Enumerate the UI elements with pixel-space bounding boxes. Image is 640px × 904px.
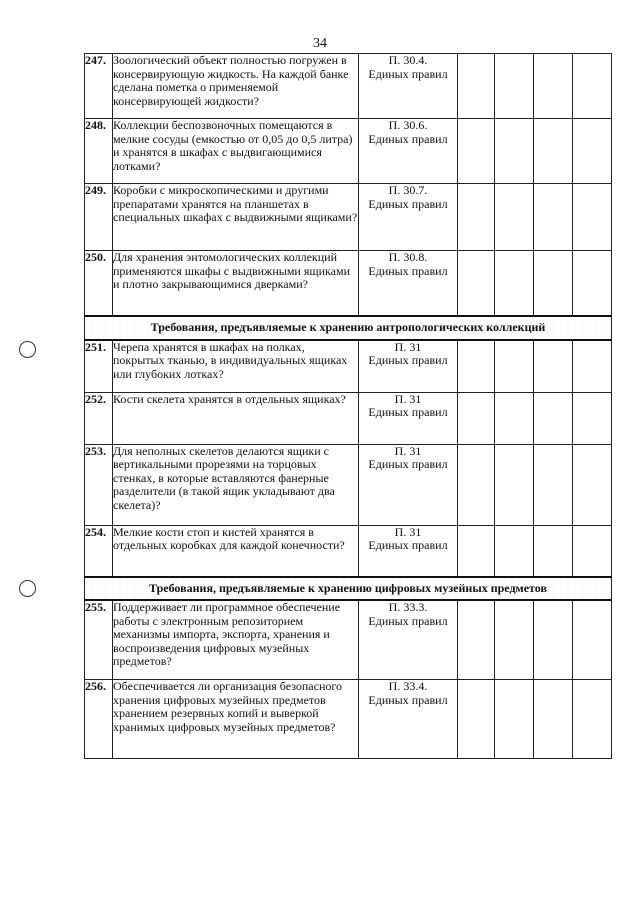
answer-cell[interactable] [534, 54, 573, 119]
table-row [85, 119, 612, 184]
answer-cell[interactable] [458, 340, 495, 393]
answer-cell[interactable] [534, 680, 573, 759]
answer-cell[interactable] [495, 444, 534, 525]
item-number: 256. [85, 680, 113, 759]
punch-hole [19, 341, 36, 358]
answer-cell[interactable] [495, 600, 534, 680]
table-row [85, 340, 612, 393]
answer-cell[interactable] [495, 54, 534, 119]
answer-cell[interactable] [573, 184, 612, 251]
item-number: 248. [85, 119, 113, 184]
answer-cell[interactable] [495, 119, 534, 184]
rule-reference: П. 33.3. Единых правил [359, 600, 458, 680]
answer-cell[interactable] [495, 392, 534, 444]
table-row [85, 54, 612, 119]
section-header-row [85, 316, 612, 340]
answer-cell[interactable] [458, 251, 495, 317]
table-row [85, 600, 612, 680]
table-row [85, 251, 612, 317]
answer-cell[interactable] [534, 600, 573, 680]
item-number: 251. [85, 340, 113, 393]
answer-cell[interactable] [534, 340, 573, 393]
answer-cell[interactable] [534, 119, 573, 184]
page-number: 34 [313, 36, 327, 51]
answer-cell[interactable] [573, 251, 612, 317]
answer-cell[interactable] [495, 525, 534, 577]
question-text: Для хранения энтомологических коллекций применяются шкафы с выдвижными ящиками и плотно закрывающимися дверками? [113, 251, 359, 317]
table-row [85, 392, 612, 444]
question-text: Мелкие кости стоп и кистей хранятся в отдельных коробках для каждой конечности? [113, 525, 359, 577]
answer-cell[interactable] [534, 525, 573, 577]
answer-cell[interactable] [573, 392, 612, 444]
item-number: 249. [85, 184, 113, 251]
item-number: 255. [85, 600, 113, 680]
rule-reference: П. 30.8. Единых правил [359, 251, 458, 317]
answer-cell[interactable] [573, 119, 612, 184]
answer-cell[interactable] [573, 340, 612, 393]
answer-cell[interactable] [458, 600, 495, 680]
rule-reference: П. 31 Единых правил [359, 340, 458, 393]
item-number: 252. [85, 392, 113, 444]
rule-reference: П. 31 Единых правил [359, 525, 458, 577]
answer-cell[interactable] [573, 444, 612, 525]
table-row [85, 680, 612, 759]
rule-reference: П. 31 Единых правил [359, 392, 458, 444]
item-number: 253. [85, 444, 113, 525]
punch-hole [19, 580, 36, 597]
rule-reference: П. 30.4. Единых правил [359, 54, 458, 119]
item-number: 247. [85, 54, 113, 119]
item-number: 250. [85, 251, 113, 317]
answer-cell[interactable] [573, 525, 612, 577]
question-text: Черепа хранятся в шкафах на полках, покрытых тканью, в индивидуальных ящиках или глубоких лотках? [113, 340, 359, 393]
question-text: Для неполных скелетов делаются ящики с вертикальными прорезями на торцовых стенках, в которые вставляются фанерные разделители (в такой ящик укладывают два скелета)? [113, 444, 359, 525]
answer-cell[interactable] [573, 600, 612, 680]
answer-cell[interactable] [458, 184, 495, 251]
answer-cell[interactable] [495, 184, 534, 251]
question-text: Поддерживает ли программное обеспечение работы с электронным репозиторием механизмы импорта, экспорта, хранения и воспроизведения цифровых музейных предметов? [113, 600, 359, 680]
answer-cell[interactable] [458, 392, 495, 444]
answer-cell[interactable] [495, 340, 534, 393]
section-title-digital: Требования, предъявляемые к хранению цифровых музейных предметов [85, 577, 612, 601]
answer-cell[interactable] [573, 680, 612, 759]
answer-cell[interactable] [495, 251, 534, 317]
answer-cell[interactable] [458, 444, 495, 525]
question-text: Коробки с микроскопическими и другими препаратами хранятся на планшетах в специальных шкафах с выдвижными ящиками? [113, 184, 359, 251]
rule-reference: П. 30.7. Единых правил [359, 184, 458, 251]
checklist-table [84, 53, 612, 759]
answer-cell[interactable] [534, 444, 573, 525]
answer-cell[interactable] [534, 184, 573, 251]
table-row [85, 444, 612, 525]
answer-cell[interactable] [534, 392, 573, 444]
rule-reference: П. 31 Единых правил [359, 444, 458, 525]
section-header-row [85, 577, 612, 601]
question-text: Зоологический объект полностью погружен в консервирующую жидкость. На каждой банке сделана пометка о применяемой консервирующей жидкости? [113, 54, 359, 119]
answer-cell[interactable] [458, 525, 495, 577]
rule-reference: П. 33.4. Единых правил [359, 680, 458, 759]
item-number: 254. [85, 525, 113, 577]
answer-cell[interactable] [573, 54, 612, 119]
table-row [85, 184, 612, 251]
answer-cell[interactable] [495, 680, 534, 759]
answer-cell[interactable] [458, 119, 495, 184]
rule-reference: П. 30.6. Единых правил [359, 119, 458, 184]
question-text: Обеспечивается ли организация безопасного хранения цифровых музейных предметов хранением резервных копий и выверкой хранимых цифровых музейных предметов? [113, 680, 359, 759]
section-title-anthropological: Требования, предъявляемые к хранению антропологических коллекций [85, 316, 612, 340]
table-row [85, 525, 612, 577]
question-text: Коллекции беспозвоночных помещаются в мелкие сосуды (емкостью от 0,05 до 0,5 литра) и хранятся в шкафах с выдвигающимися лотками? [113, 119, 359, 184]
answer-cell[interactable] [458, 680, 495, 759]
answer-cell[interactable] [534, 251, 573, 317]
answer-cell[interactable] [458, 54, 495, 119]
question-text: Кости скелета хранятся в отдельных ящиках? [113, 392, 359, 444]
